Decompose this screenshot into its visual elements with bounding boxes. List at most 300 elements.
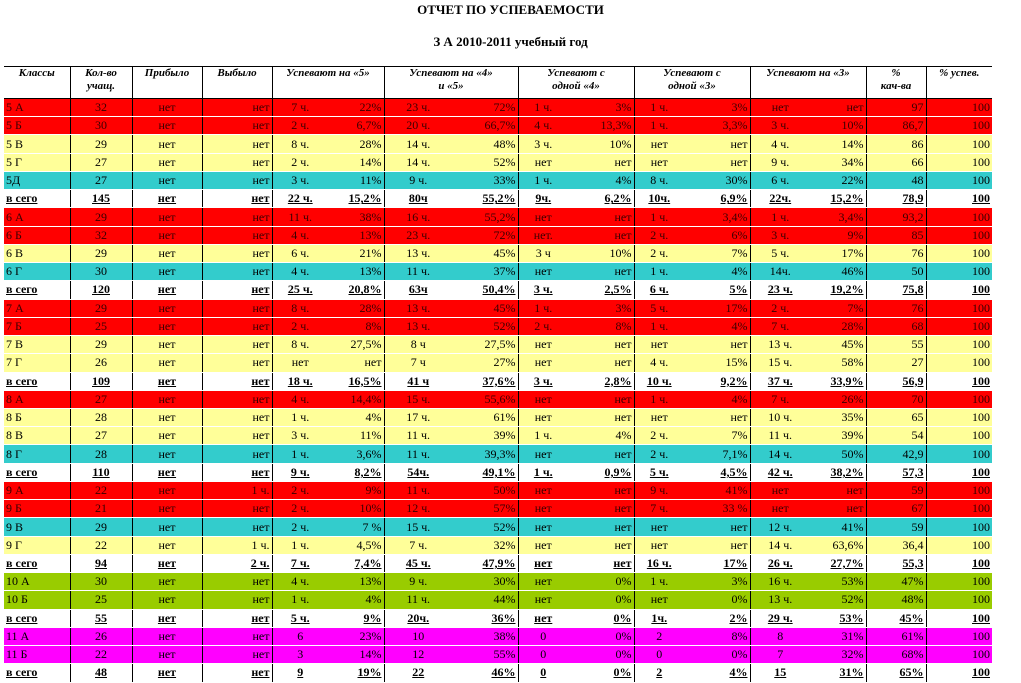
table-cell: нет xyxy=(518,573,568,591)
table-cell: нет xyxy=(202,573,272,591)
table-cell: 27 xyxy=(70,153,132,171)
table-cell: 6 xyxy=(272,627,328,645)
header-row xyxy=(4,67,992,99)
col-header-grade3: Успевают на «3» xyxy=(750,67,866,99)
table-cell: 39% xyxy=(452,427,518,445)
table-cell: нет xyxy=(684,408,750,426)
table-cell: 55,2% xyxy=(452,190,518,208)
table-cell: 13% xyxy=(328,263,384,281)
table-cell: нет xyxy=(132,281,202,299)
table-cell: 32 xyxy=(70,226,132,244)
table-cell: 100 xyxy=(926,408,992,426)
table-cell: 29 xyxy=(70,336,132,354)
table-cell: нет xyxy=(272,354,328,372)
table-cell: нет xyxy=(132,573,202,591)
table-cell: 15 ч. xyxy=(384,390,452,408)
table-cell: 0 xyxy=(634,646,684,664)
table-cell: 27 xyxy=(866,354,926,372)
table-cell: нет xyxy=(202,354,272,372)
table-cell: 41 ч xyxy=(384,372,452,390)
table-cell: 11 Б xyxy=(4,646,70,664)
table-cell: нет xyxy=(202,153,272,171)
table-cell: нет xyxy=(132,536,202,554)
table-body xyxy=(4,99,992,683)
table-cell: 100 xyxy=(926,153,992,171)
table-cell: 1 ч. xyxy=(634,573,684,591)
table-cell: нет xyxy=(518,336,568,354)
table-cell: 65% xyxy=(866,664,926,682)
table-cell: 93,2 xyxy=(866,208,926,226)
table-cell: 30 xyxy=(70,573,132,591)
table-cell: 5 Г xyxy=(4,153,70,171)
table-cell: 48% xyxy=(452,135,518,153)
table-cell: 26% xyxy=(810,390,866,408)
table-cell: 2 ч. xyxy=(272,500,328,518)
table-cell: нет xyxy=(568,226,634,244)
table-cell: 10 ч. xyxy=(634,372,684,390)
table-cell: 8 В xyxy=(4,427,70,445)
table-row xyxy=(4,481,992,499)
performance-table xyxy=(4,66,992,683)
table-cell: 56,9 xyxy=(866,372,926,390)
table-cell: 22 xyxy=(384,664,452,682)
table-cell: 23 ч. xyxy=(384,226,452,244)
table-cell: нет xyxy=(568,263,634,281)
table-cell: 11 ч. xyxy=(384,263,452,281)
table-cell: 47% xyxy=(866,573,926,591)
table-cell: нет xyxy=(518,354,568,372)
table-cell: 3% xyxy=(684,99,750,117)
table-cell: 6,2% xyxy=(568,190,634,208)
table-cell: 1 ч. xyxy=(272,408,328,426)
table-cell: 7 Б xyxy=(4,317,70,335)
table-row xyxy=(4,226,992,244)
table-cell: 27,5% xyxy=(328,336,384,354)
table-cell: 0,9% xyxy=(568,463,634,481)
table-cell: 55,3 xyxy=(866,554,926,572)
table-cell: 30% xyxy=(684,171,750,189)
table-cell: 48 xyxy=(70,664,132,682)
table-cell: 6,7% xyxy=(328,117,384,135)
table-cell: 57% xyxy=(452,500,518,518)
table-cell: 7 В xyxy=(4,336,70,354)
table-cell: 8 Б xyxy=(4,408,70,426)
table-cell: 4% xyxy=(328,408,384,426)
table-cell: 19,2% xyxy=(810,281,866,299)
table-cell: 4 ч. xyxy=(272,390,328,408)
table-cell: в сего xyxy=(4,609,70,627)
table-cell: 7 ч. xyxy=(634,500,684,518)
table-cell: 6 А xyxy=(4,208,70,226)
table-cell: 6% xyxy=(684,226,750,244)
table-row xyxy=(4,591,992,609)
table-cell: нет xyxy=(518,153,568,171)
table-cell: 55,2% xyxy=(452,208,518,226)
table-cell: 100 xyxy=(926,463,992,481)
table-cell: нет xyxy=(568,153,634,171)
table-cell: 48 xyxy=(866,171,926,189)
table-cell: 52% xyxy=(452,518,518,536)
table-cell: 100 xyxy=(926,591,992,609)
table-cell: 30% xyxy=(452,573,518,591)
table-cell: 9 ч. xyxy=(384,171,452,189)
table-cell: 29 ч. xyxy=(750,609,810,627)
table-row xyxy=(4,408,992,426)
table-cell: 30 xyxy=(70,117,132,135)
table-cell: 2 ч. xyxy=(634,244,684,262)
table-cell: 1 ч. xyxy=(518,171,568,189)
table-cell: 9 ч. xyxy=(750,153,810,171)
table-row xyxy=(4,445,992,463)
table-cell: 29 xyxy=(70,208,132,226)
table-cell: нет xyxy=(684,153,750,171)
table-cell: нет xyxy=(202,427,272,445)
table-cell: 2 xyxy=(634,627,684,645)
table-row xyxy=(4,573,992,591)
table-cell: 6 Б xyxy=(4,226,70,244)
table-cell: 52% xyxy=(810,591,866,609)
table-cell: 5 А xyxy=(4,99,70,117)
table-cell: 42 ч. xyxy=(750,463,810,481)
table-cell: нет xyxy=(202,336,272,354)
table-row xyxy=(4,390,992,408)
table-cell: 42,9 xyxy=(866,445,926,463)
table-cell: 11 ч. xyxy=(384,427,452,445)
table-cell: нет xyxy=(202,117,272,135)
table-row xyxy=(4,427,992,445)
table-cell: 1 ч. xyxy=(518,427,568,445)
table-cell: 23% xyxy=(328,627,384,645)
table-cell: 120 xyxy=(70,281,132,299)
table-cell: 3,6% xyxy=(328,445,384,463)
table-cell: нет xyxy=(634,591,684,609)
table-cell: 1 ч. xyxy=(518,99,568,117)
table-cell: 0 xyxy=(518,627,568,645)
table-cell: нет xyxy=(202,664,272,682)
total-row xyxy=(4,190,992,208)
table-cell: 31% xyxy=(810,664,866,682)
table-cell: нет xyxy=(132,664,202,682)
table-cell: нет xyxy=(810,481,866,499)
table-cell: 14% xyxy=(328,153,384,171)
table-cell: 2 ч. xyxy=(634,445,684,463)
table-cell: 39,3% xyxy=(452,445,518,463)
table-cell: 30 xyxy=(70,263,132,281)
table-cell: 3% xyxy=(684,573,750,591)
table-cell: 63ч xyxy=(384,281,452,299)
table-cell: 2 ч. xyxy=(272,117,328,135)
table-cell: нет xyxy=(202,171,272,189)
table-cell: 8 ч xyxy=(384,336,452,354)
table-cell: нет xyxy=(518,554,568,572)
table-cell: 1 ч. xyxy=(518,463,568,481)
table-cell: 100 xyxy=(926,117,992,135)
table-cell: 86,7 xyxy=(866,117,926,135)
table-cell: в сего xyxy=(4,463,70,481)
table-cell: 4,5% xyxy=(328,536,384,554)
table-cell: 100 xyxy=(926,390,992,408)
table-cell: 14 ч. xyxy=(750,536,810,554)
table-cell: 72% xyxy=(452,226,518,244)
table-cell: 22 xyxy=(70,646,132,664)
table-cell: в сего xyxy=(4,190,70,208)
table-cell: 17% xyxy=(810,244,866,262)
table-cell: 68% xyxy=(866,646,926,664)
table-cell: 80ч xyxy=(384,190,452,208)
table-cell: 22% xyxy=(810,171,866,189)
table-cell: 94 xyxy=(70,554,132,572)
table-cell: 45% xyxy=(866,609,926,627)
table-cell: 10 А xyxy=(4,573,70,591)
report-subtitle: З А 2010-2011 учебный год xyxy=(433,34,588,49)
table-cell: 10% xyxy=(568,244,634,262)
table-row xyxy=(4,263,992,281)
table-cell: 16 ч. xyxy=(634,554,684,572)
table-cell: 1 ч. xyxy=(272,445,328,463)
table-cell: 16 ч. xyxy=(750,573,810,591)
table-cell: 2 ч. xyxy=(272,317,328,335)
table-cell: 4 ч. xyxy=(518,117,568,135)
table-cell: 3,3% xyxy=(684,117,750,135)
table-cell: нет xyxy=(518,445,568,463)
table-row xyxy=(4,99,992,117)
table-cell: нет xyxy=(328,354,384,372)
table-cell: нет xyxy=(518,609,568,627)
col-header-one4: Успевают с одной «4» xyxy=(518,67,634,99)
table-cell: 86 xyxy=(866,135,926,153)
table-row xyxy=(4,646,992,664)
table-cell: 7 А xyxy=(4,299,70,317)
table-cell: 14 ч. xyxy=(384,135,452,153)
table-cell: 23 ч. xyxy=(384,99,452,117)
table-cell: нет xyxy=(634,518,684,536)
table-cell: нет xyxy=(568,336,634,354)
table-cell: 14ч. xyxy=(750,263,810,281)
table-cell: 145 xyxy=(70,190,132,208)
table-cell: 3 ч. xyxy=(272,427,328,445)
table-cell: 41% xyxy=(810,518,866,536)
table-cell: нет xyxy=(202,281,272,299)
table-cell: 2 ч. xyxy=(202,554,272,572)
table-cell: 78,9 xyxy=(866,190,926,208)
table-cell: 38,2% xyxy=(810,463,866,481)
table-cell: 3 ч xyxy=(518,244,568,262)
table-cell: 35% xyxy=(810,408,866,426)
table-cell: 16 ч. xyxy=(384,208,452,226)
table-row xyxy=(4,336,992,354)
table-cell: нет xyxy=(202,244,272,262)
table-cell: 55,6% xyxy=(452,390,518,408)
table-cell: 27,5% xyxy=(452,336,518,354)
table-cell: нет xyxy=(202,591,272,609)
table-cell: 100 xyxy=(926,481,992,499)
table-cell: нет xyxy=(132,646,202,664)
table-cell: 1 ч. xyxy=(634,263,684,281)
total-row xyxy=(4,664,992,682)
table-cell: нет xyxy=(132,390,202,408)
table-cell: 2% xyxy=(684,609,750,627)
table-cell: нет xyxy=(132,190,202,208)
col-header-arrived: Прибыло xyxy=(132,67,202,99)
table-cell: нет xyxy=(518,208,568,226)
table-cell: 9 ч. xyxy=(384,573,452,591)
table-cell: 4 ч. xyxy=(750,135,810,153)
table-cell: нет xyxy=(684,135,750,153)
table-cell: нет xyxy=(568,500,634,518)
table-cell: нет xyxy=(750,500,810,518)
table-cell: нет xyxy=(202,646,272,664)
table-cell: 14,4% xyxy=(328,390,384,408)
table-cell: 100 xyxy=(926,609,992,627)
table-cell: 100 xyxy=(926,664,992,682)
table-cell: нет xyxy=(750,99,810,117)
table-cell: 4% xyxy=(684,664,750,682)
table-cell: 3 ч. xyxy=(518,281,568,299)
table-cell: 10% xyxy=(328,500,384,518)
table-cell: 61% xyxy=(866,627,926,645)
table-cell: 15 ч. xyxy=(750,354,810,372)
table-cell: 48% xyxy=(866,591,926,609)
table-cell: 100 xyxy=(926,573,992,591)
table-cell: 66,7% xyxy=(452,117,518,135)
table-cell: 7 ч. xyxy=(272,554,328,572)
table-cell: нет xyxy=(132,627,202,645)
table-cell: 5% xyxy=(684,281,750,299)
table-cell: 28% xyxy=(810,317,866,335)
table-cell: 9,2% xyxy=(684,372,750,390)
table-cell: 3,4% xyxy=(684,208,750,226)
table-cell: нет xyxy=(202,408,272,426)
table-cell: 67 xyxy=(866,500,926,518)
table-cell: нет xyxy=(518,408,568,426)
table-cell: 1 ч. xyxy=(202,481,272,499)
table-cell: в сего xyxy=(4,554,70,572)
table-cell: нет xyxy=(634,135,684,153)
table-cell: нет xyxy=(518,390,568,408)
table-cell: 4% xyxy=(568,427,634,445)
table-cell: 5 ч. xyxy=(634,299,684,317)
table-cell: 14% xyxy=(328,646,384,664)
table-cell: нет xyxy=(132,500,202,518)
table-cell: 33% xyxy=(452,171,518,189)
table-cell: 5 ч. xyxy=(272,609,328,627)
table-cell: 22 ч. xyxy=(272,190,328,208)
table-cell: нет xyxy=(132,153,202,171)
table-row xyxy=(4,117,992,135)
table-cell: 10 Б xyxy=(4,591,70,609)
table-cell: в сего xyxy=(4,281,70,299)
table-cell: нет xyxy=(568,354,634,372)
table-cell: 4% xyxy=(684,263,750,281)
table-cell: 20 ч. xyxy=(384,117,452,135)
table-cell: нет xyxy=(132,317,202,335)
table-cell: 1 ч. xyxy=(750,208,810,226)
table-row xyxy=(4,354,992,372)
table-row xyxy=(4,135,992,153)
table-cell: 9% xyxy=(328,481,384,499)
table-cell: 10 ч. xyxy=(750,408,810,426)
table-cell: 100 xyxy=(926,299,992,317)
table-cell: нет xyxy=(132,117,202,135)
table-row xyxy=(4,299,992,317)
table-cell: 0 xyxy=(518,664,568,682)
table-cell: нет xyxy=(568,518,634,536)
report-title: ОТЧЕТ ПО УСПЕВАЕМОСТИ xyxy=(417,2,604,17)
table-cell: 29 xyxy=(70,244,132,262)
total-row xyxy=(4,609,992,627)
table-cell: 3% xyxy=(568,299,634,317)
table-cell: нет xyxy=(568,445,634,463)
table-cell: 8 ч. xyxy=(634,171,684,189)
table-cell: нет xyxy=(568,390,634,408)
table-cell: 22% xyxy=(328,99,384,117)
table-cell: 27,7% xyxy=(810,554,866,572)
table-cell: 3 ч. xyxy=(750,226,810,244)
table-cell: 13 ч. xyxy=(384,244,452,262)
table-cell: 53% xyxy=(810,573,866,591)
table-cell: 1 ч. xyxy=(518,299,568,317)
table-cell: нет xyxy=(202,390,272,408)
table-cell: 45 ч. xyxy=(384,554,452,572)
table-cell: 100 xyxy=(926,372,992,390)
table-cell: нет xyxy=(132,408,202,426)
table-cell: 0% xyxy=(684,646,750,664)
table-cell: 8 ч. xyxy=(272,336,328,354)
table-cell: 55 xyxy=(866,336,926,354)
table-cell: нет xyxy=(568,554,634,572)
table-cell: 12 ч. xyxy=(384,500,452,518)
table-cell: 14 ч. xyxy=(750,445,810,463)
table-cell: 22ч. xyxy=(750,190,810,208)
table-cell: 8 ч. xyxy=(272,299,328,317)
table-cell: 4,5% xyxy=(684,463,750,481)
table-cell: 22 xyxy=(70,536,132,554)
table-cell: 9% xyxy=(328,609,384,627)
table-cell: 7 ч xyxy=(384,354,452,372)
table-cell: 100 xyxy=(926,99,992,117)
table-cell: нет xyxy=(518,500,568,518)
table-cell: 8 Г xyxy=(4,445,70,463)
table-cell: 5 ч. xyxy=(750,244,810,262)
table-cell: 100 xyxy=(926,208,992,226)
table-cell: 13% xyxy=(328,573,384,591)
table-cell: 4% xyxy=(684,390,750,408)
table-cell: 11 А xyxy=(4,627,70,645)
table-cell: 10ч. xyxy=(634,190,684,208)
table-cell: нет xyxy=(132,299,202,317)
table-cell: 52% xyxy=(452,153,518,171)
table-cell: нет xyxy=(568,536,634,554)
table-cell: 45% xyxy=(452,299,518,317)
table-cell: 2 ч. xyxy=(634,427,684,445)
table-cell: нет xyxy=(568,408,634,426)
table-cell: 28 xyxy=(70,408,132,426)
table-cell: нет xyxy=(202,208,272,226)
table-cell: 11% xyxy=(328,171,384,189)
total-row xyxy=(4,463,992,481)
table-cell: нет xyxy=(132,518,202,536)
table-cell: нет xyxy=(132,554,202,572)
table-cell: 7,1% xyxy=(684,445,750,463)
table-cell: 8 А xyxy=(4,390,70,408)
table-cell: 15 ч. xyxy=(384,518,452,536)
table-cell: нет xyxy=(634,153,684,171)
table-cell: нет xyxy=(518,536,568,554)
table-cell: 3 ч. xyxy=(750,117,810,135)
table-cell: 3,4% xyxy=(810,208,866,226)
table-cell: 100 xyxy=(926,354,992,372)
table-cell: 7,4% xyxy=(328,554,384,572)
